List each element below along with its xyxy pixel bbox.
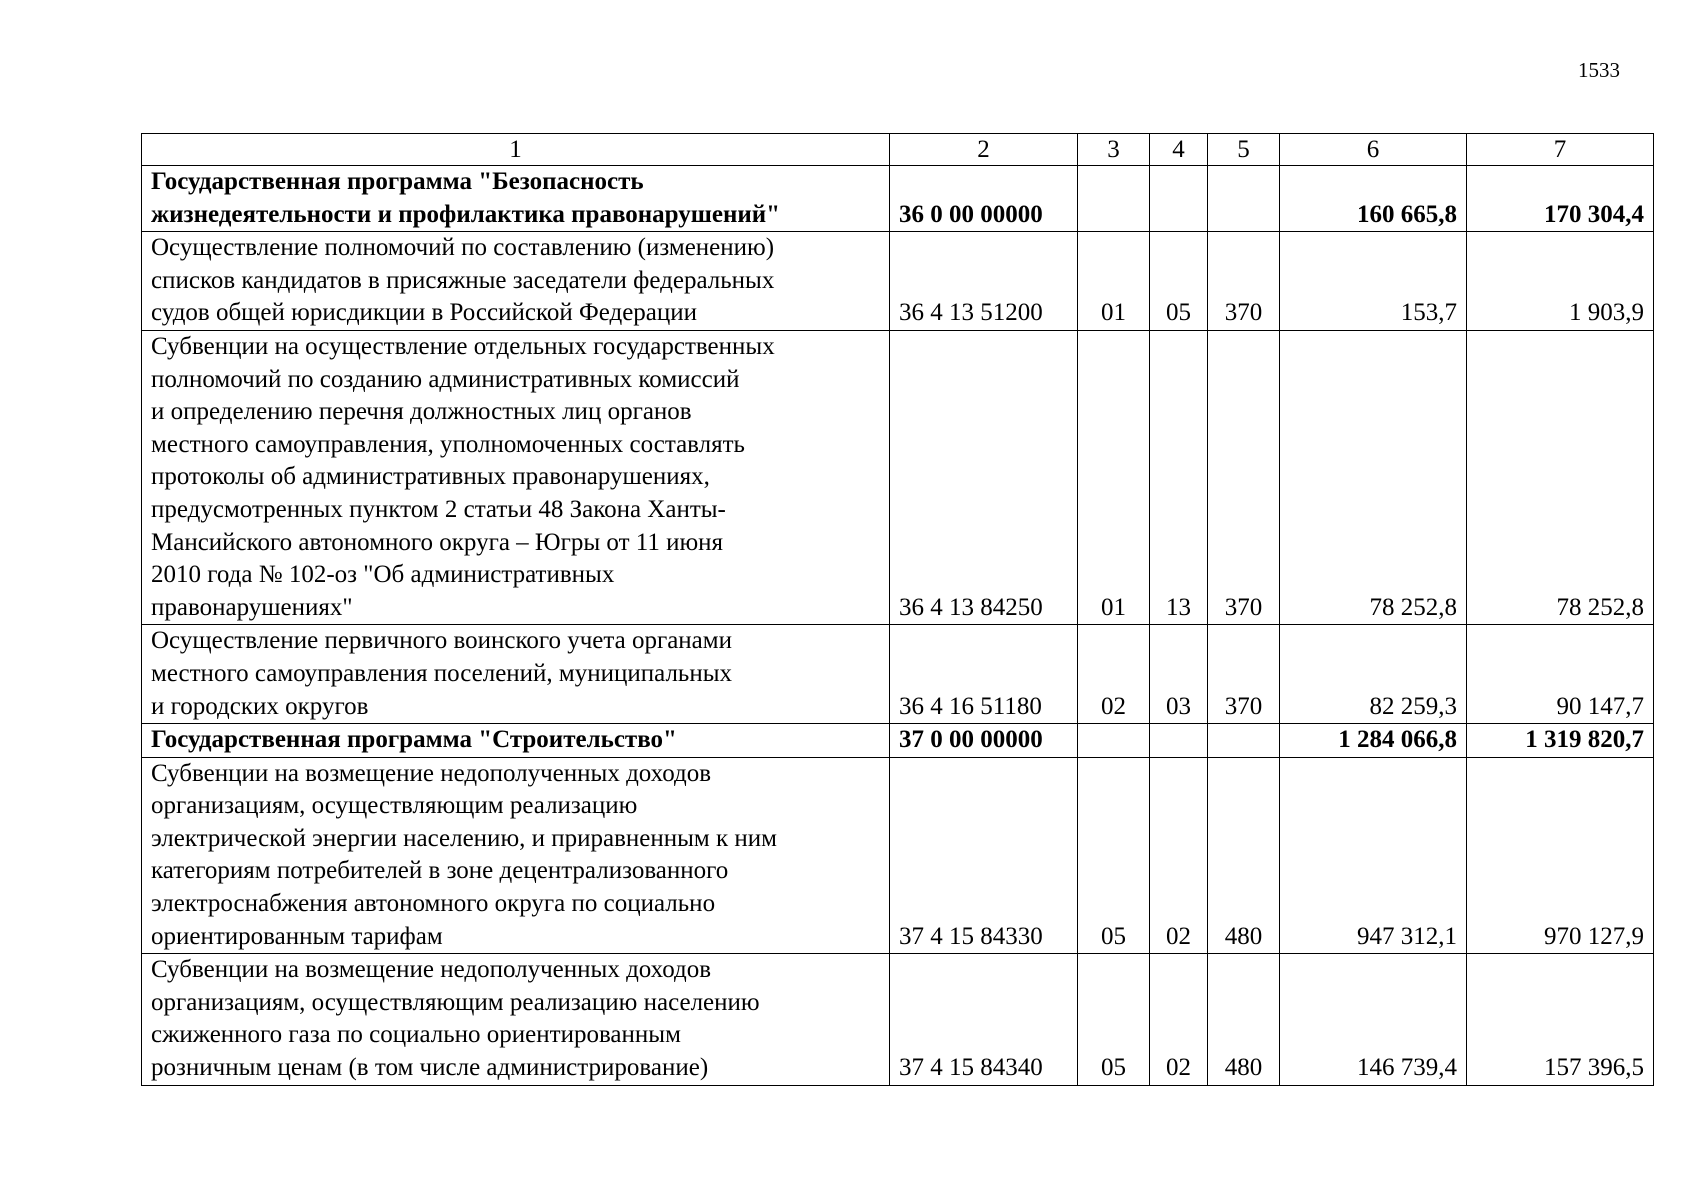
column-header: 7 bbox=[1467, 134, 1654, 166]
row-code: 36 0 00 00000 bbox=[890, 166, 1078, 232]
row-value-6: 146 739,4 bbox=[1280, 954, 1467, 1085]
row-expense-type: 480 bbox=[1208, 757, 1280, 954]
row-code: 36 4 16 51180 bbox=[890, 625, 1078, 724]
row-name: Государственная программа "Строительство" bbox=[142, 724, 890, 758]
row-subsection: 02 bbox=[1150, 757, 1208, 954]
row-name: Субвенции на возмещение недополученных доходов организациям, осуществляющим реализацию населению сжиженного газа по социально ориентированным розничным ценам (в том числе администрирование) bbox=[142, 954, 890, 1085]
page-number: 1533 bbox=[1578, 58, 1620, 82]
row-value-6: 78 252,8 bbox=[1280, 330, 1467, 624]
row-value-7: 170 304,4 bbox=[1467, 166, 1654, 232]
row-section: 05 bbox=[1078, 757, 1150, 954]
row-section: 05 bbox=[1078, 954, 1150, 1085]
row-subsection: 05 bbox=[1150, 232, 1208, 331]
row-name: Осуществление полномочий по составлению (изменению) списков кандидатов в присяжные заседатели федеральных судов общей юрисдикции в Российской Федерации bbox=[142, 232, 890, 331]
row-code: 36 4 13 51200 bbox=[890, 232, 1078, 331]
row-value-7: 1 319 820,7 bbox=[1467, 724, 1654, 758]
table-header-row bbox=[142, 134, 1654, 166]
row-value-7: 1 903,9 bbox=[1467, 232, 1654, 331]
row-expense-type: 480 bbox=[1208, 954, 1280, 1085]
column-header: 6 bbox=[1280, 134, 1467, 166]
row-section: 01 bbox=[1078, 232, 1150, 331]
row-expense-type bbox=[1208, 724, 1280, 758]
column-header: 4 bbox=[1150, 134, 1208, 166]
row-subsection bbox=[1150, 166, 1208, 232]
row-code: 37 0 00 00000 bbox=[890, 724, 1078, 758]
row-value-7: 90 147,7 bbox=[1467, 625, 1654, 724]
column-header: 3 bbox=[1078, 134, 1150, 166]
table-row bbox=[142, 724, 1654, 758]
row-value-6: 947 312,1 bbox=[1280, 757, 1467, 954]
table-row bbox=[142, 232, 1654, 331]
row-value-6: 153,7 bbox=[1280, 232, 1467, 331]
row-value-6: 1 284 066,8 bbox=[1280, 724, 1467, 758]
row-subsection: 13 bbox=[1150, 330, 1208, 624]
row-value-6: 82 259,3 bbox=[1280, 625, 1467, 724]
row-expense-type: 370 bbox=[1208, 625, 1280, 724]
row-value-7: 78 252,8 bbox=[1467, 330, 1654, 624]
row-name: Осуществление первичного воинского учета органами местного самоуправления поселений, муниципальных и городских округов bbox=[142, 625, 890, 724]
row-subsection bbox=[1150, 724, 1208, 758]
row-name: Государственная программа "Безопасность жизнедеятельности и профилактика правонарушений" bbox=[142, 166, 890, 232]
row-section: 01 bbox=[1078, 330, 1150, 624]
row-value-6: 160 665,8 bbox=[1280, 166, 1467, 232]
column-header: 1 bbox=[142, 134, 890, 166]
row-expense-type: 370 bbox=[1208, 330, 1280, 624]
table-row bbox=[142, 954, 1654, 1085]
table-row bbox=[142, 757, 1654, 954]
row-subsection: 02 bbox=[1150, 954, 1208, 1085]
row-code: 37 4 15 84340 bbox=[890, 954, 1078, 1085]
row-name: Субвенции на осуществление отдельных государственных полномочий по созданию административных комиссий и определению перечня должностных лиц органов местного самоуправления, уполномоченных составлять протоколы об административных правонарушениях, предусмотренных пунктом 2 статьи 48 Закона Ханты- Мансийского автономного округа – Югры от 11 июня 2010 года № 102-оз "Об административных правонарушениях" bbox=[142, 330, 890, 624]
row-expense-type: 370 bbox=[1208, 232, 1280, 331]
row-section bbox=[1078, 166, 1150, 232]
row-code: 37 4 15 84330 bbox=[890, 757, 1078, 954]
budget-table bbox=[141, 133, 1654, 1086]
table-row bbox=[142, 166, 1654, 232]
row-name: Субвенции на возмещение недополученных доходов организациям, осуществляющим реализацию электрической энергии населению, и приравненным к ним категориям потребителей в зоне децентрализованного электроснабжения автономного округа по социально ориентированным тарифам bbox=[142, 757, 890, 954]
table-row bbox=[142, 330, 1654, 624]
row-section bbox=[1078, 724, 1150, 758]
row-value-7: 970 127,9 bbox=[1467, 757, 1654, 954]
row-expense-type bbox=[1208, 166, 1280, 232]
row-value-7: 157 396,5 bbox=[1467, 954, 1654, 1085]
row-section: 02 bbox=[1078, 625, 1150, 724]
column-header: 5 bbox=[1208, 134, 1280, 166]
table-row bbox=[142, 625, 1654, 724]
row-subsection: 03 bbox=[1150, 625, 1208, 724]
column-header: 2 bbox=[890, 134, 1078, 166]
row-code: 36 4 13 84250 bbox=[890, 330, 1078, 624]
